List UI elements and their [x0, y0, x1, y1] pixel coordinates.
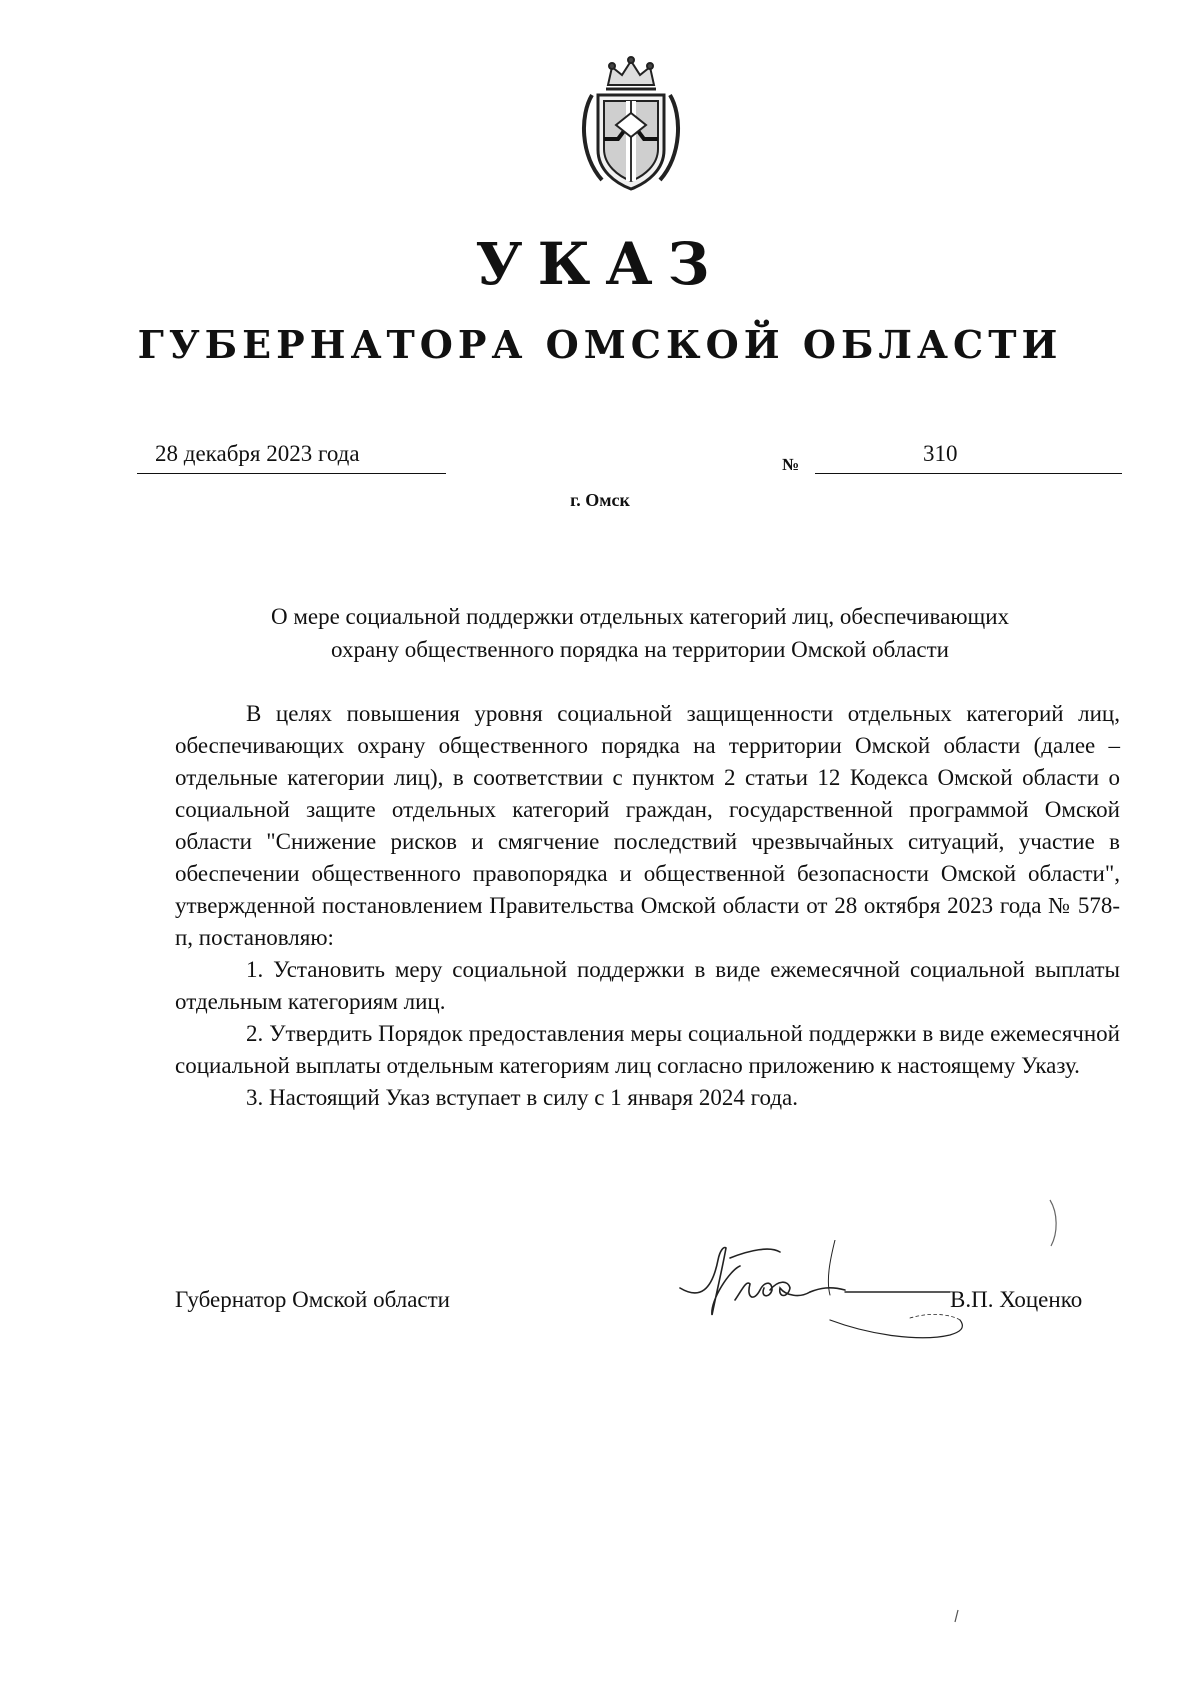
clause-paragraph: 2. Утвердить Порядок предоставления меры социальной поддержки в виде ежемесячной социальной выплаты отдельным категориям лиц согласно приложению к настоящему Указу. [175, 1021, 1120, 1078]
signer-position: Губернатор Омской области [175, 1287, 450, 1312]
clause-paragraph: 1. Установить меру социальной поддержки в виде ежемесячной социальной выплаты отдельным категориям лиц. [175, 957, 1120, 1014]
clause-paragraph: 3. Настоящий Указ вступает в силу с 1 января 2024 года. [246, 1085, 798, 1110]
number-underline [815, 445, 1122, 474]
document-city: г. Омск [570, 490, 630, 510]
number-sign: № [782, 455, 800, 474]
document-heading [175, 600, 1105, 666]
document-number: 310 [923, 441, 958, 466]
document-subtitle: ГУБЕРНАТОРА ОМСКОЙ ОБЛАСТИ [137, 322, 1063, 367]
heading-line: охрану общественного порядка на территории Омской области [331, 637, 949, 662]
document-body [175, 698, 1120, 1114]
signer-name: В.П. Хоценко [950, 1287, 1083, 1312]
preamble-paragraph: В целях повышения уровня социальной защищенности отдельных категорий лиц, обеспечивающих охрану общественного порядка на территории Омской области (далее – отдельные категории лиц), в соответствии с пунктом 2 статьи 12 Кодекса Омской области о социальной защите отдельных категорий граждан, государственной программой Омской области "Снижение рисков и смягчение последствий чрезвычайных ситуаций, участие в обеспечении общественного правопорядка и общественной безопасности Омской области", утвержденной постановлением Правительства Омской области от 28 октября 2023 года № 578-п, постановляю: [175, 701, 1120, 950]
heading-line: О мере социальной поддержки отдельных категорий лиц, обеспечивающих [270, 604, 1010, 629]
document-title: УКАЗ [475, 230, 725, 298]
pen-mark-icon [952, 1608, 960, 1624]
pen-mark-icon [1048, 1198, 1062, 1248]
document-date: 28 декабря 2023 года [155, 441, 360, 466]
omsk-coat-of-arms-icon [572, 55, 690, 193]
